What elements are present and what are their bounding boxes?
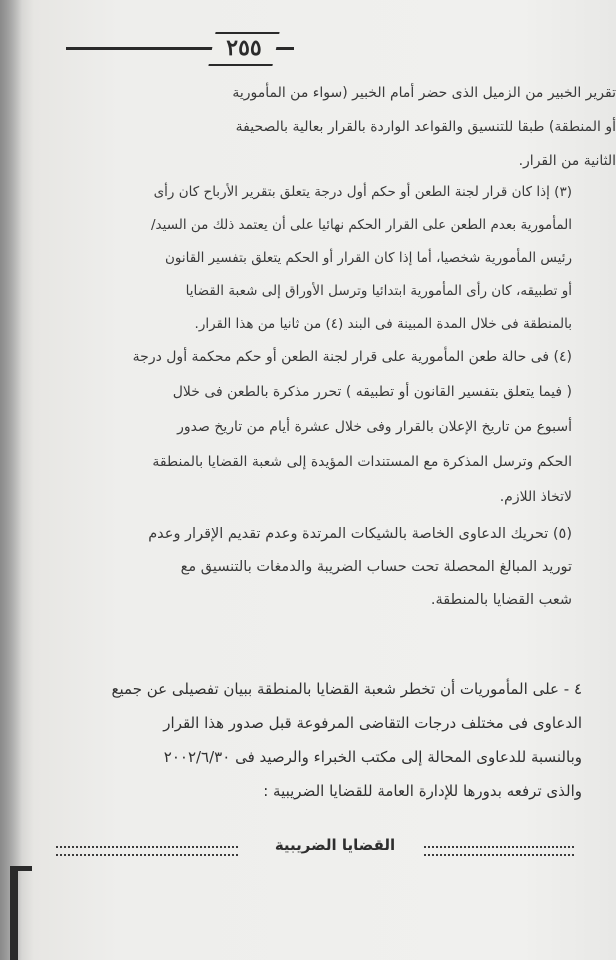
text-line: لاتخاذ اللازم.	[499, 489, 572, 505]
paragraph-item-5	[52, 518, 572, 617]
page-edge-shadow	[0, 0, 22, 960]
paragraph-item-main	[26, 672, 582, 808]
text-line: ( فيما يتعلق بتفسير القانون أو تطبيقه ) تحرر مذكرة بالطعن فى خلال	[172, 384, 572, 400]
text-line: أسبوع من تاريخ الإعلان بالقرار وفى خلال عشرة أيام من تاريخ صدور	[177, 419, 572, 435]
margin-bracket-foot	[10, 866, 32, 871]
footer-dotted-rule-left	[56, 846, 238, 856]
margin-bracket	[10, 866, 18, 960]
text-line: (٤) فى حالة طعن المأمورية على قرار لجنة الطعن أو حكم محكمة أول درجة	[132, 349, 572, 365]
text-line: ٤ - على المأموريات أن تخطر شعبة القضايا بالمنطقة ببيان تفصيلى عن جميع	[111, 680, 582, 698]
text-line: والذى ترفعه بدورها للإدارة العامة للقضايا الضريبية :	[263, 782, 582, 800]
text-line: (٥) تحريك الدعاوى الخاصة بالشيكات المرتدة وعدم تقديم الإقرار وعدم	[148, 526, 572, 542]
text-line: تقرير الخبير من الزميل الذى حضر أمام الخبير (سواء من المأمورية	[232, 85, 616, 101]
page-number: ٢٥٥	[226, 35, 262, 61]
text-line: المأمورية بعدم الطعن على القرار الحكم نهائيا على أن يعتمد ذلك من السيد/	[151, 217, 572, 233]
text-line: رئيس المأمورية شخصيا، أما إذا كان القرار أو الحكم يتعلق بتفسير القانون	[164, 250, 572, 266]
text-line: الحكم وترسل المذكرة مع المستندات المؤيدة إلى شعبة القضايا بالمنطقة	[152, 454, 572, 470]
text-line: أو تطبيقه، كان رأى المأمورية ابتدائيا وترسل الأوراق إلى شعبة القضايا	[185, 283, 572, 299]
paragraph-continuation	[96, 76, 616, 178]
text-line: وبالنسبة للدعاوى المحالة إلى مكتب الخبراء والرصيد فى ٢٠٠٢/٦/٣٠	[163, 748, 582, 766]
footer-title: القضايا الضريبية	[274, 836, 396, 854]
text-line: توريد المبالغ المحصلة تحت حساب الضريبة والدمغات بالتنسيق مع	[180, 559, 572, 575]
text-line: الثانية من القرار.	[518, 153, 616, 169]
text-line: بالمنطقة فى خلال المدة المبينة فى البند (٤) من ثانيا من هذا القرار.	[194, 316, 572, 332]
page-footer	[54, 836, 574, 862]
text-line: شعب القضايا بالمنطقة.	[430, 592, 572, 608]
paragraph-item-4	[44, 340, 572, 515]
text-line: الدعاوى فى مختلف درجات التقاضى المرفوعة قبل صدور هذا القرار	[163, 714, 582, 732]
paragraph-item-3	[44, 176, 572, 341]
text-line: (٣) إذا كان قرار لجنة الطعن أو حكم أول درجة يتعلق بتقرير الأرباح كان رأى	[153, 184, 572, 200]
page-header	[66, 28, 294, 68]
footer-dotted-rule-right	[424, 846, 574, 856]
text-line: أو المنطقة) طبقا للتنسيق والقواعد الواردة بالقرار بعالية بالصحيفة	[235, 119, 616, 135]
